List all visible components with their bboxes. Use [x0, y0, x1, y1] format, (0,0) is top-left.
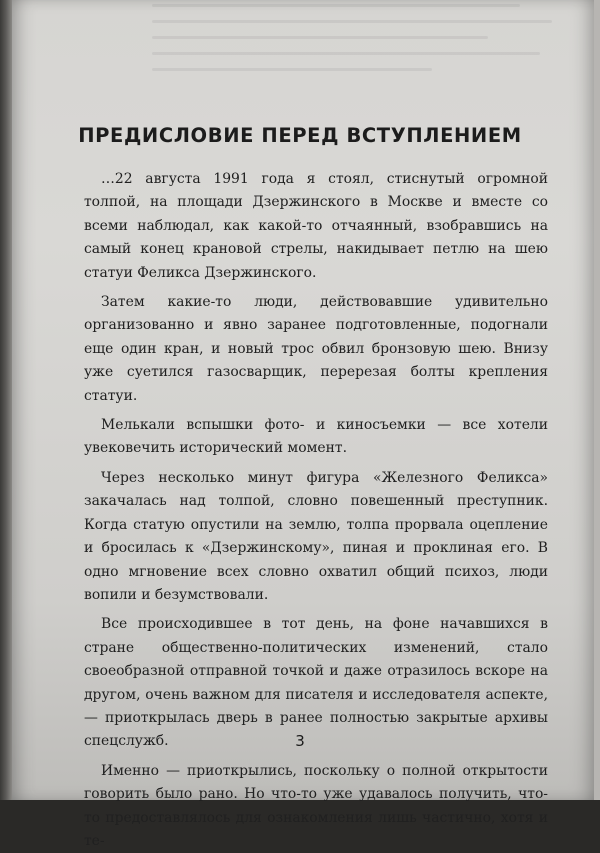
paragraph: Через несколько минут фигура «Железного Феликса» закачалась над толпой, словно повешенный преступник. Когда статую опустили на землю, толпа прорвала оцепление и бросилась к «Дзержинскому», пиная и проклиная его. В одно мгновение всех словно охватил общий психоз, люди вопили и безумствовали. — [84, 469, 548, 603]
chapter-title: ПРЕДИСЛОВИЕ ПЕРЕД ВСТУПЛЕНИЕМ — [78, 124, 522, 147]
paragraph: Все происходившее в тот день, на фоне начавшихся в стране общественно-политических изменений, стало своеобразной отправной точкой и даже отразилось вскоре на другом, очень важном для писателя и исследователя аспекте, — приоткрылась дверь в ранее полностью закрытые архивы спецслужб. — [84, 616, 548, 750]
body-text — [84, 168, 548, 853]
paragraph: Именно — приоткрылись, поскольку о полной открытости говорить было рано. Но что-то уже удавалось получить, что-то предоставлялось для ознакомления лишь частично, хотя и те- — [84, 762, 548, 849]
page-number: 3 — [295, 732, 305, 750]
paragraph: Мелькали вспышки фото- и киносъемки — все хотели увековечить исторический момент. — [84, 417, 548, 457]
paragraph: …22 августа 1991 года я стоял, стиснутый огромной толпой, на площади Дзержинского в Москве и вместе со всеми наблюдал, как какой-то отчаянный, взобравшись на самый конец крановой стрелы, накидывает петлю на шею статуи Феликса Дзержинского. — [84, 171, 548, 281]
paragraph: Затем какие-то люди, действовавшие удивительно организованно и явно заранее подготовленные, подогнали еще один кран, и новый трос обвил бронзовую шею. Внизу уже суетился газосварщик, перерезая болты крепления статуи. — [84, 294, 548, 404]
bleed-through-text — [152, 4, 552, 84]
